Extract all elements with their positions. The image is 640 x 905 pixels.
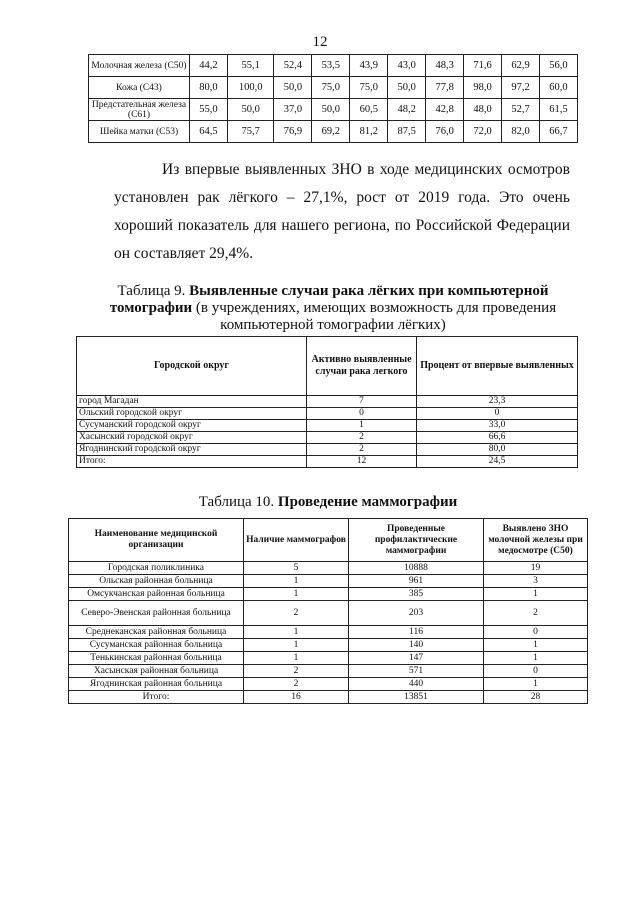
table-row (69, 575, 588, 588)
table-cell: 571 (349, 665, 484, 678)
table-cell: Хасынская районная больница (69, 665, 244, 678)
table-cell: 1 (244, 652, 349, 665)
table-cell: 1 (307, 420, 417, 432)
table-row (69, 588, 588, 601)
table-cell: Хасынский городской округ (77, 432, 307, 444)
table-row (77, 456, 578, 468)
row-label: Предстательная железа (С61) (89, 99, 190, 121)
table-cell: 2 (244, 678, 349, 691)
table-cell: 48,3 (426, 55, 464, 77)
table-cell: 0 (484, 626, 588, 639)
table-row (69, 678, 588, 691)
table-cell: 33,0 (417, 420, 578, 432)
table-cell: 72,0 (464, 121, 502, 143)
row-label: Кожа (С43) (89, 77, 190, 99)
table-cell: 43,9 (350, 55, 388, 77)
table-cell: Сусуманская районная больница (69, 639, 244, 652)
table-cell: 1 (244, 588, 349, 601)
table-cell: 60,0 (539, 77, 577, 99)
table-cell: 24,5 (417, 456, 578, 468)
table-cell: Тенькинская районная больница (69, 652, 244, 665)
table-cell: 1 (484, 652, 588, 665)
table-cell: 50,0 (274, 77, 312, 99)
table-cell: город Магадан (77, 396, 307, 408)
table-cell: Омсукчанская районная больница (69, 588, 244, 601)
table-cell: 961 (349, 575, 484, 588)
table-cell: Ольская районная больница (69, 575, 244, 588)
table-cell: 81,2 (350, 121, 388, 143)
table-row (69, 562, 588, 575)
table-cell: 1 (484, 639, 588, 652)
table-cell: Сусуманский городской округ (77, 420, 307, 432)
table-cell: 13851 (349, 691, 484, 704)
table-cell: 50,0 (227, 99, 273, 121)
table-cell: 7 (307, 396, 417, 408)
column-header: Выявлено ЗНО молочной железы при медосмотре (С50) (484, 519, 588, 562)
column-header: Активно выявленные случаи рака легкого (307, 337, 417, 396)
table-cell: 71,6 (464, 55, 502, 77)
body-paragraph (114, 156, 570, 268)
table-cell: 0 (307, 408, 417, 420)
table-cell: 60,5 (350, 99, 388, 121)
table9-caption (88, 283, 578, 334)
table-cell: 1 (484, 678, 588, 691)
table-cell: 76,9 (274, 121, 312, 143)
caption-bold: Проведение маммографии (277, 494, 458, 510)
table-cell: 385 (349, 588, 484, 601)
table9-ct-lung-cancer (76, 336, 578, 468)
top-statistics-table (88, 54, 578, 143)
table-cell: 43,0 (388, 55, 426, 77)
table-cell: 66,7 (539, 121, 577, 143)
table-cell: 76,0 (426, 121, 464, 143)
table-cell: Ягоднинская районная больница (69, 678, 244, 691)
row-label: Шейка матки (С53) (89, 121, 190, 143)
table-cell: Итого: (69, 691, 244, 704)
table-cell: 12 (307, 456, 417, 468)
table-cell: 48,0 (464, 99, 502, 121)
table-row (69, 665, 588, 678)
table-row (89, 55, 578, 77)
table-cell: 440 (349, 678, 484, 691)
table-cell: 1 (484, 588, 588, 601)
table-cell: 48,2 (388, 99, 426, 121)
table-cell: 64,5 (190, 121, 228, 143)
caption-rest: (в учреждениях, имеющих возможность для проведения компьютерной томографии лёгких) (192, 300, 557, 333)
table-cell: 75,7 (227, 121, 273, 143)
table-row (69, 691, 588, 704)
table-cell: Итого: (77, 456, 307, 468)
table-cell: Среднеканская районная больница (69, 626, 244, 639)
paragraph-text: Из впервые выявленных ЗНО в ходе медицинских осмотров установлен рак лёгкого – 27,1%, рост от 2019 года. Это очень хороший показатель для нашего региона, по Российской Федерации он составляет 29,4%. (114, 161, 570, 262)
table-cell: 0 (484, 665, 588, 678)
table-cell: 2 (307, 432, 417, 444)
page-number: 12 (312, 34, 328, 50)
table-cell: 37,0 (274, 99, 312, 121)
table-row (69, 601, 588, 626)
table-header-row (77, 337, 578, 396)
table-cell: 52,4 (274, 55, 312, 77)
table-cell: 50,0 (388, 77, 426, 99)
table-row (69, 626, 588, 639)
table-cell: 44,2 (190, 55, 228, 77)
table-cell: 10888 (349, 562, 484, 575)
table10-mammography (68, 518, 588, 704)
table-cell: 3 (484, 575, 588, 588)
table-cell: 98,0 (464, 77, 502, 99)
table-cell: 203 (349, 601, 484, 626)
table10-caption (68, 494, 588, 511)
table-cell: Ягоднинский городской округ (77, 444, 307, 456)
table-cell: 2 (484, 601, 588, 626)
table-cell: 52,7 (502, 99, 540, 121)
table-row (89, 99, 578, 121)
column-header: Городской округ (77, 337, 307, 396)
table-cell: 16 (244, 691, 349, 704)
table-cell: 61,5 (539, 99, 577, 121)
table-header-row (69, 519, 588, 562)
table-cell: 1 (244, 626, 349, 639)
table-cell: 75,0 (350, 77, 388, 99)
column-header: Процент от впервые выявленных (417, 337, 578, 396)
table-cell: Городская поликлиника (69, 562, 244, 575)
table-cell: 80,0 (417, 444, 578, 456)
table-cell: 19 (484, 562, 588, 575)
table-cell: 147 (349, 652, 484, 665)
table-cell: 56,0 (539, 55, 577, 77)
table-cell: 55,1 (227, 55, 273, 77)
table-cell: 28 (484, 691, 588, 704)
table-cell: 1 (244, 639, 349, 652)
table-row (69, 652, 588, 665)
table-row (89, 121, 578, 143)
table-cell: 87,5 (388, 121, 426, 143)
caption-bold: Выявленные случаи рака лёгких при компьютерной томографии (109, 283, 549, 316)
table-cell: 0 (417, 408, 578, 420)
table-cell: 1 (244, 575, 349, 588)
table-cell: 80,0 (190, 77, 228, 99)
table-cell: 97,2 (502, 77, 540, 99)
table-row (77, 420, 578, 432)
table-row (69, 639, 588, 652)
column-header: Проведенные профилактические маммографии (349, 519, 484, 562)
row-label: Молочная железа (С50) (89, 55, 190, 77)
table-cell: 116 (349, 626, 484, 639)
table-cell: 50,0 (312, 99, 350, 121)
table-row (77, 444, 578, 456)
table-row (77, 408, 578, 420)
table-cell: 2 (244, 601, 349, 626)
column-header: Наименование медицинской организации (69, 519, 244, 562)
table-cell: 53,5 (312, 55, 350, 77)
caption-prefix: Таблица 10. (198, 494, 278, 510)
table-cell: 77,8 (426, 77, 464, 99)
table-cell: 5 (244, 562, 349, 575)
table-row (77, 396, 578, 408)
table-cell: 2 (244, 665, 349, 678)
table-cell: 23,3 (417, 396, 578, 408)
table-cell: 82,0 (502, 121, 540, 143)
table-cell: 62,9 (502, 55, 540, 77)
table-cell: 75,0 (312, 77, 350, 99)
table-cell: 66,6 (417, 432, 578, 444)
table-cell: 55,0 (190, 99, 228, 121)
table-cell: 2 (307, 444, 417, 456)
column-header: Наличие маммографов (244, 519, 349, 562)
table-cell: Ольский городской округ (77, 408, 307, 420)
table-cell: 140 (349, 639, 484, 652)
table-cell: Северо-Эвенская районная больница (69, 601, 244, 626)
table-row (77, 432, 578, 444)
table-row (89, 77, 578, 99)
table-cell: 69,2 (312, 121, 350, 143)
table-cell: 100,0 (227, 77, 273, 99)
caption-prefix: Таблица 9. (117, 283, 190, 299)
table-cell: 42,8 (426, 99, 464, 121)
